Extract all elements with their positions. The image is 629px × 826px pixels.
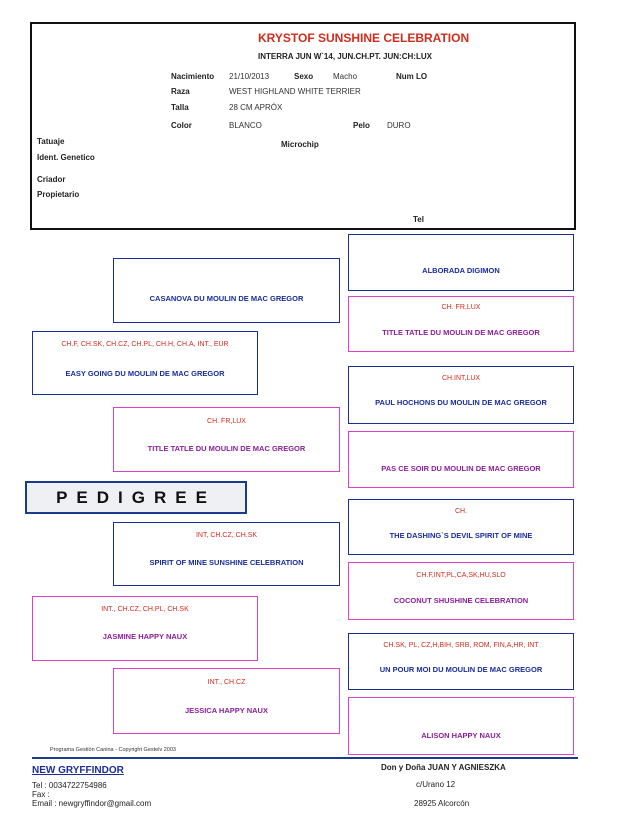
- ancestor-titles: CH.: [454, 508, 468, 515]
- pelo-value: DURO: [387, 121, 411, 130]
- talla-value: 28 CM APRÓX: [229, 103, 283, 112]
- dog-titles: INTERRA JUN W`14, JUN.CH.PT. JUN:CH:LUX: [258, 52, 432, 61]
- sexo-value: Macho: [333, 72, 358, 81]
- tel-label: Tel: [413, 215, 424, 224]
- ancestor-name: CASANOVA DU MOULIN DE MAC GREGOR: [149, 294, 304, 303]
- ancestor-sire-sire: [32, 331, 258, 395]
- owners-name: Don y Doña JUAN Y AGNIESZKA: [381, 763, 506, 772]
- ancestor-name: ALBORADA DIGIMON: [422, 266, 500, 275]
- footer-divider: [32, 757, 578, 759]
- kennel-fax: Fax :: [32, 790, 50, 799]
- ancestor-name: SPIRIT OF MINE SUNSHINE CELEBRATION: [149, 558, 304, 567]
- nacimiento-value: 21/10/2013: [229, 72, 270, 81]
- ancestor-g3-2: [348, 296, 574, 352]
- ancestor-g3-8: [348, 697, 574, 755]
- kennel-tel: Tel : 0034722754986: [32, 781, 107, 790]
- ancestor-g3-6: [348, 562, 574, 620]
- owners-city: 28925 Alcorcón: [414, 799, 470, 808]
- ancestor-titles: CH.SK, PL, CZ,H,BIH, SRB, ROM, FIN,A,HR, INT: [383, 642, 539, 649]
- ancestor-titles: CH.F,INT,PL,CA,SK,HU,SLO: [416, 572, 506, 579]
- raza-label: Raza: [171, 87, 190, 96]
- ancestor-sire: [113, 258, 340, 323]
- numlo-label: Num LO: [396, 72, 428, 81]
- ancestor-name: JESSICA HAPPY NAUX: [185, 706, 268, 715]
- owners-street: c/Urano 12: [416, 780, 456, 789]
- ancestor-g3-3: [348, 366, 574, 424]
- ancestor-g3-4: [348, 431, 574, 488]
- color-label: Color: [171, 121, 192, 130]
- ancestor-name: TITLE TATLE DU MOULIN DE MAC GREGOR: [147, 444, 306, 453]
- program-credit: Programa Gestión Canina - Copyright Gestelv 2003: [50, 747, 176, 753]
- ancestor-g3-1: [348, 234, 574, 291]
- kennel-email: Email : newgryffindor@gmail.com: [32, 799, 152, 808]
- dog-name: KRYSTOF SUNSHINE CELEBRATION: [258, 31, 470, 45]
- tatuaje-label: Tatuaje: [37, 137, 65, 146]
- talla-label: Talla: [171, 103, 189, 112]
- ancestor-name: JASMINE HAPPY NAUX: [102, 632, 188, 641]
- nacimiento-label: Nacimiento: [171, 72, 215, 81]
- ancestor-titles: CH.INT,LUX: [441, 375, 481, 382]
- ancestor-dam: [113, 522, 340, 586]
- color-value: BLANCO: [229, 121, 262, 130]
- ancestor-g3-5: [348, 499, 574, 555]
- microchip-label: Microchip: [281, 140, 319, 149]
- kennel-name: NEW GRYFFINDOR: [32, 765, 124, 776]
- ancestor-name: PAUL HOCHONS DU MOULIN DE MAC GREGOR: [375, 398, 547, 407]
- ancestor-dam-dam: [113, 668, 340, 734]
- ancestor-name: EASY GOING DU MOULIN DE MAC GREGOR: [65, 369, 225, 378]
- criador-label: Criador: [37, 175, 66, 184]
- ancestor-g3-7: [348, 633, 574, 690]
- ident-genetico-label: Ident. Genetico: [37, 153, 95, 162]
- ancestor-name: UN POUR MOI DU MOULIN DE MAC GREGOR: [379, 665, 543, 674]
- pelo-label: Pelo: [353, 121, 370, 130]
- ancestor-titles: CH. FR,LUX: [441, 304, 481, 311]
- ancestor-name: ALISON HAPPY NAUX: [421, 731, 501, 740]
- ancestor-titles: CH. FR,LUX: [207, 418, 246, 425]
- sexo-label: Sexo: [294, 72, 314, 81]
- ancestor-titles: INT., CH.CZ: [207, 679, 246, 686]
- ancestor-titles: INT., CH.CZ, CH.PL, CH.SK: [101, 606, 189, 613]
- ancestor-name: THE DASHING`S DEVIL SPIRIT OF MINE: [389, 531, 533, 540]
- ancestor-dam-sire: [32, 596, 258, 661]
- propietario-label: Propietario: [37, 190, 80, 199]
- raza-value: WEST HIGHLAND WHITE TERRIER: [229, 87, 361, 96]
- ancestor-titles: INT, CH.CZ, CH.SK: [195, 532, 258, 539]
- ancestor-name: PAS CE SOIR DU MOULIN DE MAC GREGOR: [381, 464, 541, 473]
- ancestor-titles: CH.F, CH.SK, CH.CZ, CH.PL, CH.H, CH.A, INT., EUR: [61, 341, 229, 348]
- ancestor-name: COCONUT SHUSHINE CELEBRATION: [393, 596, 529, 605]
- ancestor-name: TITLE TATLE DU MOULIN DE MAC GREGOR: [382, 328, 540, 337]
- pedigree-label: PEDIGREE: [25, 481, 247, 514]
- ancestor-sire-dam: [113, 407, 340, 472]
